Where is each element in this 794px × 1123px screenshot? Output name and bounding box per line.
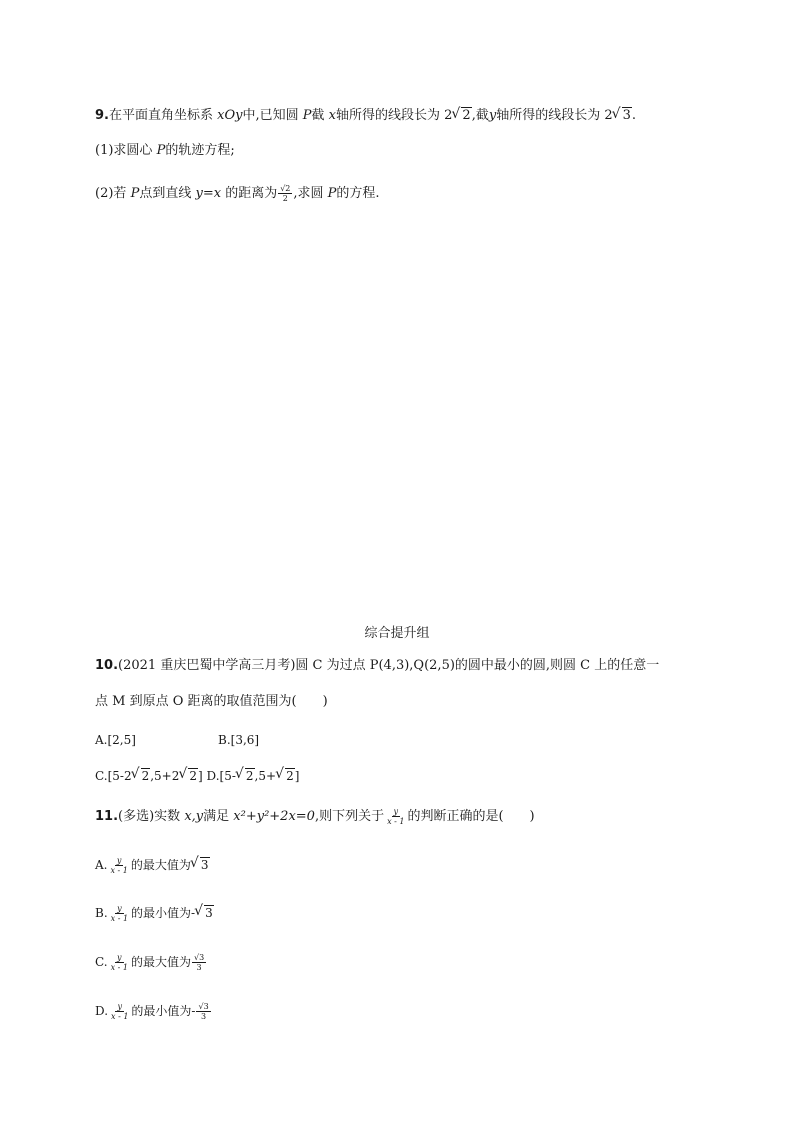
fraction bbox=[108, 856, 129, 875]
q9-coord: xOy bbox=[217, 108, 243, 123]
radicand: 2 bbox=[189, 769, 197, 783]
q11-text: (多选)实数 bbox=[118, 809, 181, 824]
radicand: 3 bbox=[205, 906, 213, 920]
sqrt-symbol bbox=[276, 767, 295, 785]
option-text: 的最小值为- bbox=[131, 906, 196, 920]
sqrt-symbol bbox=[132, 767, 151, 785]
question-number: 9. bbox=[95, 108, 109, 123]
option-text: ,5+2 bbox=[150, 769, 180, 783]
option-text: C.[5-2 bbox=[95, 769, 132, 783]
q9-var: P bbox=[302, 108, 312, 123]
option-text: 的最大值为 bbox=[130, 955, 191, 969]
sqrt-symbol bbox=[613, 107, 632, 125]
q9-text: ,截 bbox=[471, 108, 489, 123]
option-text: 的最大值为 bbox=[130, 858, 191, 872]
question-number: 11. bbox=[95, 809, 119, 824]
question-number: 10. bbox=[95, 658, 119, 673]
q9-text: 中,已知圆 bbox=[242, 108, 299, 123]
option-text: D.[5- bbox=[206, 769, 236, 783]
sqrt-symbol bbox=[452, 107, 471, 125]
radicand: 3 bbox=[622, 108, 631, 123]
question-9-part-1 bbox=[95, 142, 235, 160]
sqrt-symbol bbox=[195, 904, 214, 922]
fraction bbox=[109, 953, 130, 972]
q9-line-eq: y=x bbox=[195, 186, 222, 201]
q9-part1-text: 的轨迹方程; bbox=[165, 143, 235, 158]
question-10-stem-line-1 bbox=[95, 657, 659, 675]
question-10-option-a[interactable]: A.[2,5] bbox=[95, 733, 136, 747]
question-10-options-cd bbox=[95, 767, 299, 785]
fraction-denominator: x - 1 bbox=[110, 914, 129, 923]
question-10-option-c[interactable] bbox=[95, 769, 203, 783]
q9-part2-text: 点到直线 bbox=[139, 186, 192, 201]
question-10-option-b[interactable]: B.[3,6] bbox=[218, 733, 260, 747]
question-11-option-c[interactable] bbox=[95, 953, 207, 972]
sqrt-symbol bbox=[191, 856, 210, 874]
fraction-numerator: y bbox=[116, 856, 122, 865]
q9-text: 轴所得的线段长为 2 bbox=[336, 108, 453, 123]
option-text: ] bbox=[198, 769, 203, 783]
q9-var: P bbox=[130, 186, 140, 201]
option-text: 的最小值为- bbox=[131, 1004, 196, 1018]
fraction-denominator: x - 1 bbox=[110, 963, 128, 972]
fraction bbox=[192, 953, 206, 972]
question-9-stem bbox=[95, 107, 636, 125]
question-9-part-2 bbox=[95, 184, 380, 203]
fraction-denominator: 3 bbox=[196, 963, 202, 972]
q9-part2-text: (2)若 bbox=[95, 186, 127, 201]
q9-part2-text: ,求圆 bbox=[293, 186, 324, 201]
radicand: 2 bbox=[286, 769, 294, 783]
q9-var: y bbox=[488, 108, 497, 123]
radicand: 3 bbox=[200, 858, 209, 872]
question-10-stem-line-2: 点 M 到原点 O 距离的取值范围为( ) bbox=[95, 694, 328, 709]
q11-text: ,则下列关于 bbox=[314, 809, 385, 824]
fraction-numerator: y bbox=[393, 807, 399, 816]
section-title: 综合提升组 bbox=[364, 626, 430, 641]
question-10-option-d[interactable] bbox=[207, 769, 300, 783]
q9-text: 轴所得的线段长为 2 bbox=[496, 108, 613, 123]
q9-text: 截 bbox=[311, 108, 325, 123]
fraction-denominator: 3 bbox=[201, 1012, 207, 1021]
q9-part2-text: 的方程. bbox=[336, 186, 380, 201]
option-label: C. bbox=[95, 955, 108, 969]
fraction bbox=[278, 184, 292, 203]
q11-text: 满足 bbox=[203, 809, 230, 824]
option-text: ] bbox=[294, 769, 300, 783]
radicand: 2 bbox=[462, 108, 471, 123]
question-11-option-a[interactable] bbox=[95, 856, 210, 875]
question-11-stem bbox=[95, 807, 535, 826]
fraction-numerator: y bbox=[117, 1002, 122, 1011]
radicand: 2 bbox=[141, 769, 150, 783]
q11-vars: x,y bbox=[184, 809, 204, 824]
option-label: A. bbox=[95, 858, 108, 872]
fraction bbox=[109, 1002, 130, 1021]
fraction-numerator: y bbox=[117, 953, 122, 962]
q9-var: P bbox=[156, 143, 166, 158]
fraction-denominator: x - 1 bbox=[110, 866, 128, 875]
fraction-numerator: y bbox=[117, 904, 122, 913]
fraction-denominator: 2 bbox=[282, 194, 288, 203]
radicand: 2 bbox=[245, 769, 254, 783]
sqrt-symbol bbox=[236, 767, 255, 785]
q9-var: P bbox=[327, 186, 337, 201]
sqrt-symbol bbox=[179, 767, 198, 785]
fraction-denominator: x - 1 bbox=[111, 1012, 129, 1021]
fraction bbox=[385, 807, 406, 826]
question-11-option-d[interactable] bbox=[95, 1002, 212, 1021]
fraction-denominator: x - 1 bbox=[387, 817, 405, 826]
question-11-option-b[interactable] bbox=[95, 904, 214, 923]
q9-text: 在平面直角坐标系 bbox=[108, 108, 213, 123]
q10-text: (2021 重庆巴蜀中学高三月考)圆 C 为过点 P(4,3),Q(2,5)的圆中最小的圆,则圆 C 上的任意一 bbox=[118, 658, 660, 673]
option-text: ,5+ bbox=[254, 769, 277, 783]
fraction bbox=[109, 904, 130, 923]
q9-var: x bbox=[328, 108, 337, 123]
fraction-numerator: √3 bbox=[193, 953, 205, 962]
q9-part2-text: 的距离为 bbox=[225, 186, 278, 201]
option-label: D. bbox=[95, 1004, 109, 1018]
q11-text: 的判断正确的是( ) bbox=[407, 809, 535, 824]
q9-part1-text: (1)求圆心 bbox=[95, 143, 153, 158]
q9-text: . bbox=[631, 108, 637, 123]
option-label: B. bbox=[95, 906, 108, 920]
fraction-numerator: √2 bbox=[280, 184, 291, 193]
fraction-numerator: √3 bbox=[198, 1002, 209, 1011]
fraction bbox=[196, 1002, 210, 1021]
q11-equation: x²+y²+2x=0 bbox=[233, 809, 315, 824]
